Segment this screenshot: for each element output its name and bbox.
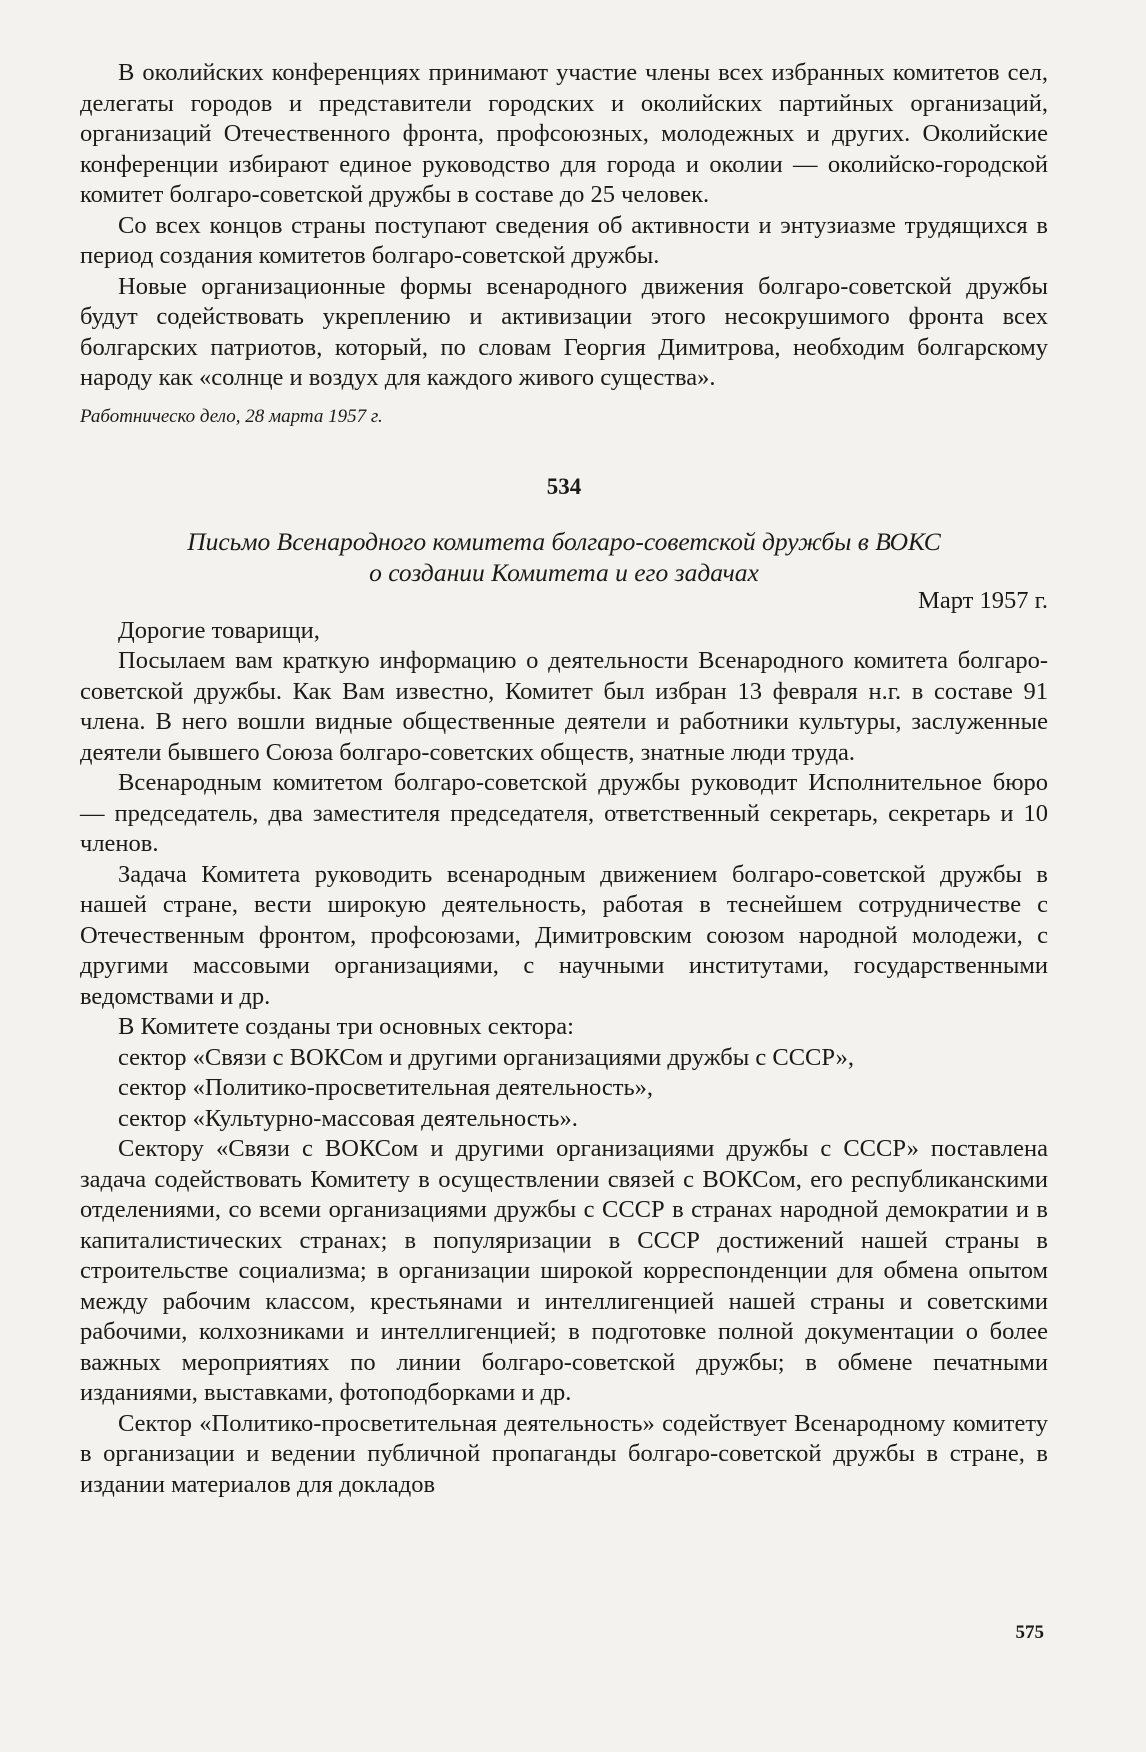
document-title-line: о создании Комитета и его задачах — [369, 557, 759, 587]
paragraph: сектор «Политико-просветительная деятельность», — [118, 1074, 653, 1101]
paragraph: Задача Комитета руководить всенародным движением болгаро-советской дружбы в нашей стране, вести широкую деятельность, работая в теснейшем сотрудничестве с Отечественным фронтом, профсоюзами, Димитровским союзом народной молодежи, с другими массовыми организациями, с научными институтами, государственными ведомствами и др. — [80, 860, 1048, 1010]
paragraph: В Комитете созданы три основных сектора: — [118, 1013, 574, 1040]
page-number: 575 — [1015, 1622, 1044, 1643]
paragraph: В околийских конференциях принимают участие члены всех избранных комитетов сел, делегаты городов и представители городских и околийских партийных организаций, организаций Отечественного фронта, профсоюзных, молодежных и других. Околийские конференции избирают единое руководство для города и околии — околийско-городской комитет болгаро-советской дружбы в составе до 25 человек. — [80, 59, 1048, 208]
document-title — [80, 526, 1048, 588]
document-date: Март 1957 г. — [918, 586, 1048, 614]
source-citation: Работническо дело, 28 марта 1957 г. — [80, 405, 383, 427]
paragraph: Всенародным комитетом болгаро-советской дружбы руководит Исполнительное бюро — председатель, два заместителя председателя, ответственный секретарь, секретарь и 10 членов. — [80, 769, 1048, 857]
document-page — [80, 58, 1048, 1500]
paragraph: Сектору «Связи с ВОКСом и другими организациями дружбы с СССР» поставлена задача содействовать Комитету в осуществлении связей с ВОКСом, его республиканскими отделениями, со всеми организациями дружбы с СССР в странах народной демократии и в капиталистических странах; в популяризации в СССР достижений нашей страны в строительстве социализма; в организации широкой корреспонденции для обмена опытом между рабочим классом, крестьянами и интеллигенцией нашей страны и советскими рабочими, колхозниками и интеллигенцией; в подготовке полной документации о более важных мероприятиях по линии болгаро-советской дружбы; в обмене печатными изданиями, выставками, фотоподборками и др. — [80, 1135, 1048, 1406]
paragraph: сектор «Культурно-массовая деятельность». — [118, 1104, 578, 1132]
paragraph: сектор «Связи с ВОКСом и другими организациями дружбы с СССР», — [118, 1043, 854, 1071]
document-title-line: Письмо Всенародного комитета болгаро-советской дружбы в ВОКС — [187, 526, 941, 556]
paragraph: Посылаем вам краткую информацию о деятельности Всенародного комитета болгаро-советской дружбы. Как Вам известно, Комитет был избран 13 февраля н.г. в составе 91 члена. В него вошли видные общественные деятели и работники культуры, заслуженные деятели бывшего Союза болгаро-советских обществ, знатные люди труда. — [80, 647, 1048, 766]
paragraph: Сектор «Политико-просветительная деятельность» содействует Всенародному комитету в организации и ведении публичной пропаганды болгаро-советской дружбы в стране, в издании материалов для докладов — [80, 1409, 1048, 1498]
document-number: 534 — [546, 473, 582, 499]
paragraph: Со всех концов страны поступают сведения об активности и энтузиазме трудящихся в период создания комитетов болгаро-советской дружбы. — [80, 211, 1048, 269]
salutation: Дорогие товарищи, — [118, 616, 320, 644]
paragraph: Новые организационные формы всенародного движения болгаро-советской дружбы будут содействовать укреплению и активизации этого несокрушимого фронта всех болгарских патриотов, который, по словам Георгия Димитрова, необходим болгарскому народу как «солнце и воздух для каждого живого существа». — [80, 272, 1048, 391]
